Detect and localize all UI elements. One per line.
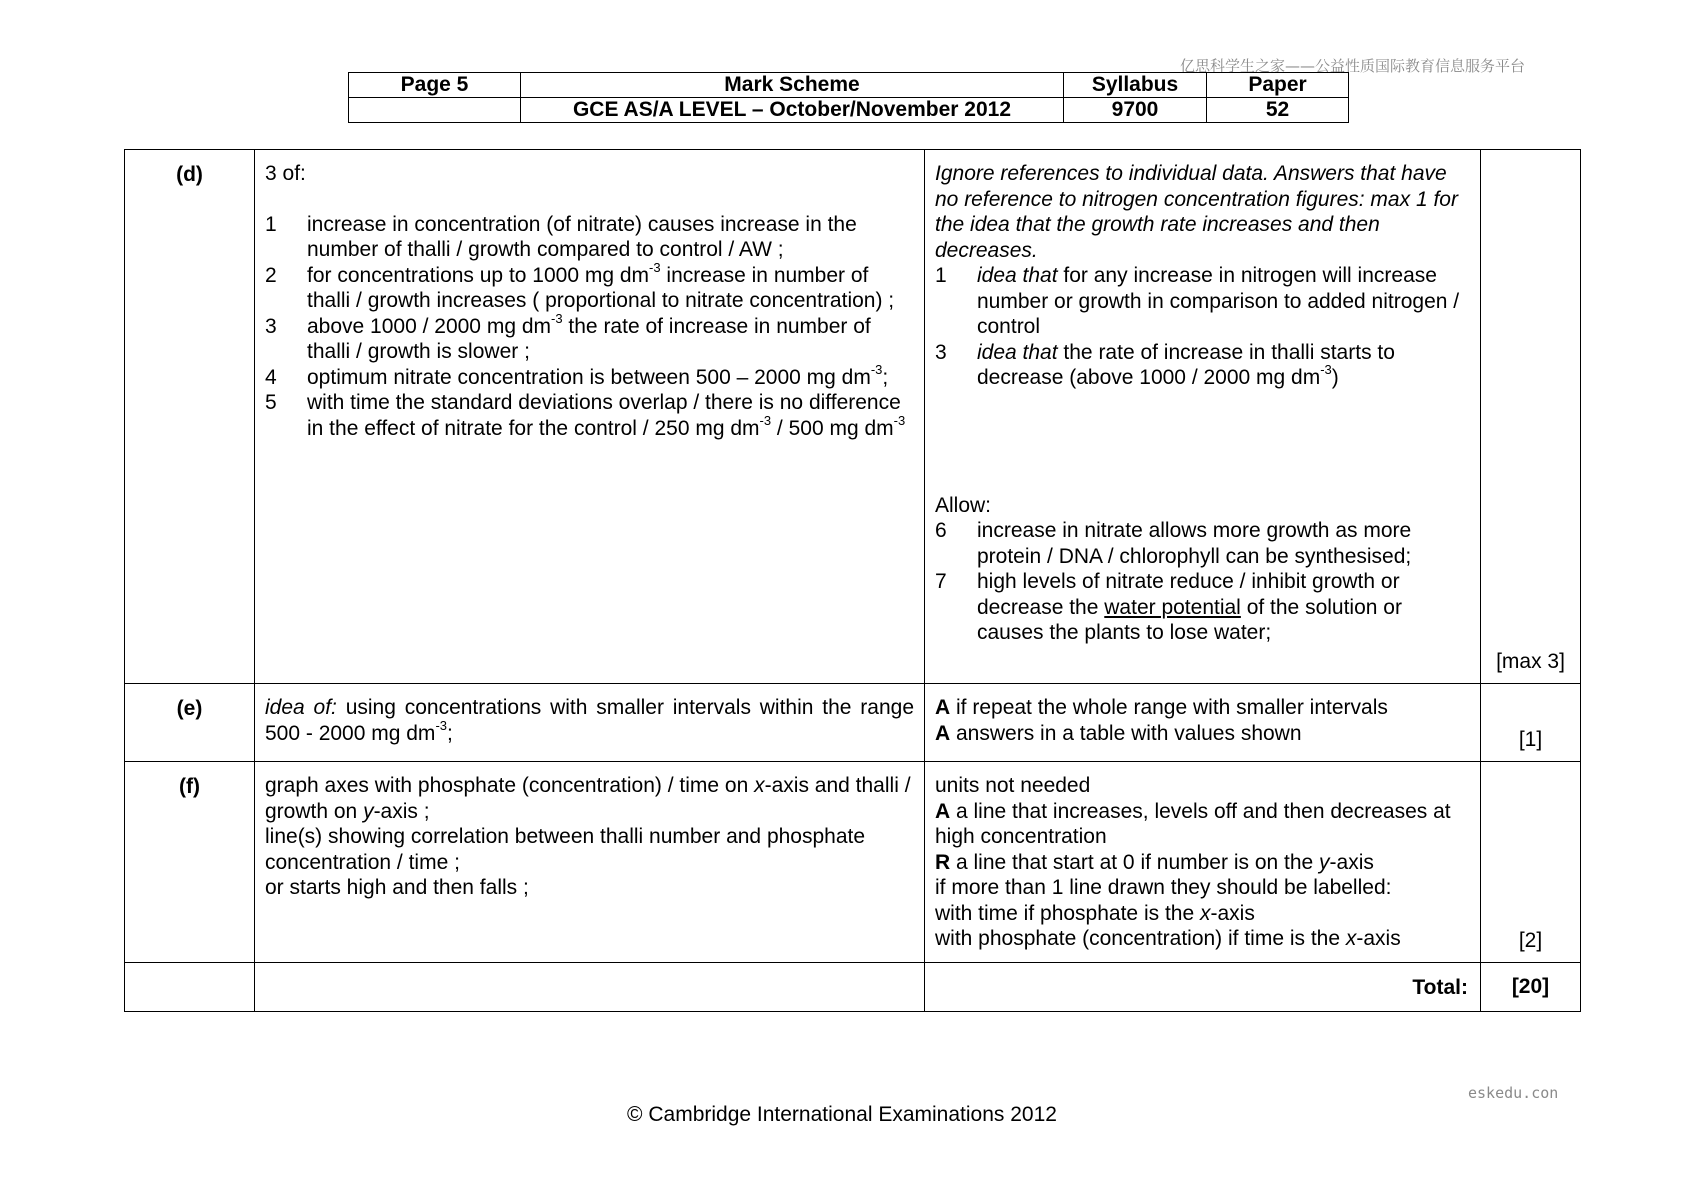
- syllabus-code: 9700: [1064, 98, 1207, 123]
- header-table: [348, 72, 1349, 123]
- marks-cell: [1]: [1481, 684, 1581, 762]
- total-label: Total:: [925, 963, 1481, 1012]
- list-item: 3 idea that the rate of increase in thalli starts to decrease (above 1000 / 2000 mg $dm^{-3}$): [935, 340, 1395, 389]
- total-marks: [20]: [1481, 963, 1581, 1012]
- question-label: (d): [125, 150, 255, 684]
- question-label: (e): [125, 684, 255, 762]
- guidance-line: A answers in a table with values shown: [935, 721, 1302, 745]
- site-watermark: eskedu.con: [1468, 1084, 1559, 1102]
- answer-line: or starts high and then falls ;: [265, 876, 529, 899]
- copyright-footer: © Cambridge International Examinations 2012: [627, 1103, 1057, 1126]
- guidance-line: A if repeat the whole range with smaller intervals: [935, 696, 1388, 719]
- guidance-intro: Ignore references to individual data. Answers that have no reference to nitrogen concentration figures: max 1 for the idea that the growth rate increases and then decreases.: [935, 162, 1458, 262]
- list-item: 5 with time the standard deviations overlap / there is no difference in the effect of nitrate for the control / 250 mg $dm^{-3} / 500$ mg $dm^{-3}$: [265, 391, 906, 440]
- total-row: [125, 963, 1581, 1012]
- list-item: 1 increase in concentration (of nitrate) causes increase in the number of thalli / growth compared to control / AW ;: [265, 212, 857, 261]
- answer-line: line(s) showing correlation between thalli number and phosphate concentration / time ;: [265, 825, 866, 874]
- mark-scheme-table: [124, 149, 1581, 1012]
- allow-points: [935, 518, 1470, 646]
- question-row-d: [125, 150, 1581, 684]
- document-title: Mark Scheme: [521, 73, 1064, 98]
- list-item: 2 for concentrations up to 1000 mg $dm^{-3}$ increase in number of thalli / growth increases ( proportional to nitrate concentration) ;: [265, 259, 895, 312]
- guidance-cell: [925, 684, 1481, 762]
- paper-label: Paper: [1207, 73, 1349, 98]
- list-item: 1 idea that for any increase in nitrogen will increase number or growth in comparison to added nitrogen / control: [935, 264, 1460, 338]
- list-item: 6 increase in nitrate allows more growth as more protein / DNA / chlorophyll can be synthesised;: [935, 519, 1412, 568]
- paper-number: 52: [1207, 98, 1349, 123]
- question-row-f: [125, 762, 1581, 963]
- guidance-points: [935, 263, 1470, 391]
- question-row-e: [125, 684, 1581, 762]
- list-item: 7 high levels of nitrate reduce / inhibit growth or decrease the water potential of the solution or causes the plants to lose water;: [935, 570, 1402, 644]
- answer-cell: idea of: using concentrations with smaller intervals within the range 500 - 2000 mg $dm^{-3}$;: [255, 684, 925, 762]
- answer-intro: 3 of:: [265, 162, 306, 185]
- list-item: 3 above 1000 / 2000 mg $dm^{-3}$ the rate of increase in number of thalli / growth is slower ;: [265, 310, 871, 363]
- question-label: (f): [125, 762, 255, 963]
- answer-points: [265, 212, 914, 442]
- exam-session: GCE AS/A LEVEL – October/November 2012: [521, 98, 1064, 123]
- answer-cell: [255, 150, 925, 684]
- answer-line: graph axes with phosphate (concentration) / time on x-axis and thalli / growth on y-axis ;: [265, 774, 911, 823]
- list-item: 4 optimum nitrate concentration is between 500 – 2000 mg $dm^{-3}$;: [265, 361, 889, 389]
- empty-cell: [349, 98, 521, 123]
- guidance-cell: [925, 150, 1481, 684]
- answer-cell: [255, 762, 925, 963]
- allow-label: Allow:: [935, 493, 992, 517]
- guidance-cell: units not needed A a line that increases, levels off and then decreases at high concentration R a line that start at 0 if number is on the y-axis if more than 1 line drawn they should be labelled: with time if phosphate is the x-axis with phosphate (concentration) if time is the x-axis: [925, 762, 1481, 963]
- marks-cell: [2]: [1481, 762, 1581, 963]
- empty-cell: [125, 963, 255, 1012]
- page-number: Page 5: [349, 73, 521, 98]
- marks-cell: [max 3]: [1481, 150, 1581, 684]
- empty-cell: [255, 963, 925, 1012]
- watermark-text: 亿思科学生之家——公益性质国际教育信息服务平台: [1180, 57, 1526, 75]
- syllabus-label: Syllabus: [1064, 73, 1207, 98]
